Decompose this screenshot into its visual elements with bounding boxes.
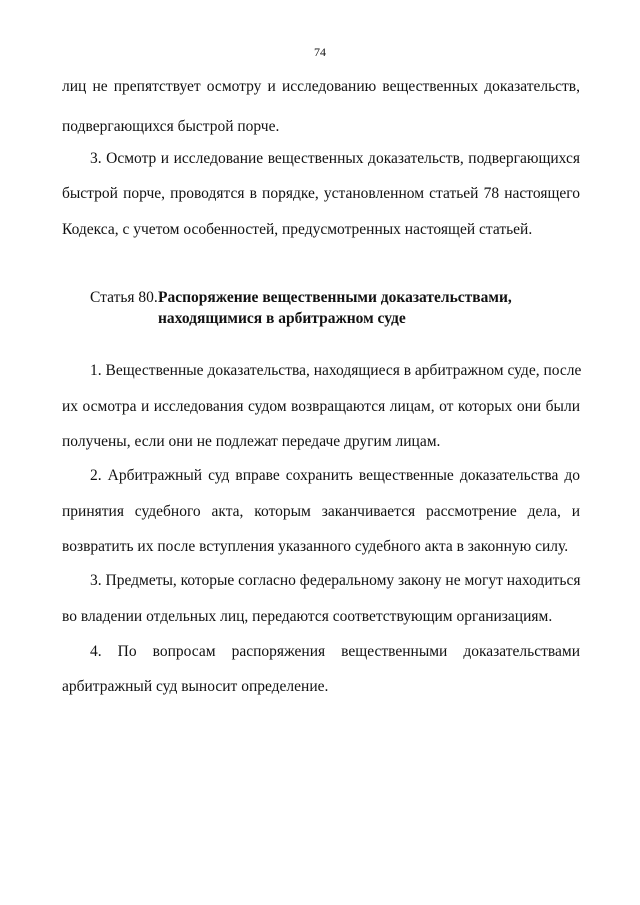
article-title: находящимися в арбитражном суде [158,310,406,327]
text-line: получены, если они не подлежат передаче другим лицам. [62,433,441,450]
text-line: 3. Предметы, которые согласно федеральному закону не могут находиться [90,572,581,589]
text-line: принятия судебного акта, которым заканчивается рассмотрение дела, и [62,503,580,520]
text-line: во владении отдельных лиц, передаются соответствующим организациям. [62,608,553,625]
text-line: быстрой порче, проводятся в порядке, установленном статьей 78 настоящего [62,185,580,202]
text-line: их осмотра и исследования судом возвращаются лицам, от которых они были [62,398,580,415]
text-line: Кодекса, с учетом особенностей, предусмотренных настоящей статьей. [62,221,533,238]
text-line: возвратить их после вступления указанного судебного акта в законную силу. [62,538,569,555]
article-label: Статья 80. [90,289,158,306]
text-line: 4. По вопросам распоряжения вещественными доказательствами [90,643,580,660]
text-line: 2. Арбитражный суд вправе сохранить вещественные доказательства до [90,467,580,484]
text-line: 3. Осмотр и исследование вещественных доказательств, подвергающихся [90,150,580,167]
text-line: лиц не препятствует осмотру и исследованию вещественных доказательств, [62,78,580,95]
text-line: 1. Вещественные доказательства, находящиеся в арбитражном суде, после [90,362,582,379]
article-title: Распоряжение вещественными доказательствами, [158,289,512,306]
text-line: арбитражный суд выносит определение. [62,678,329,695]
text-line: подвергающихся быстрой порче. [62,118,280,135]
page-number: 74 [314,45,326,59]
